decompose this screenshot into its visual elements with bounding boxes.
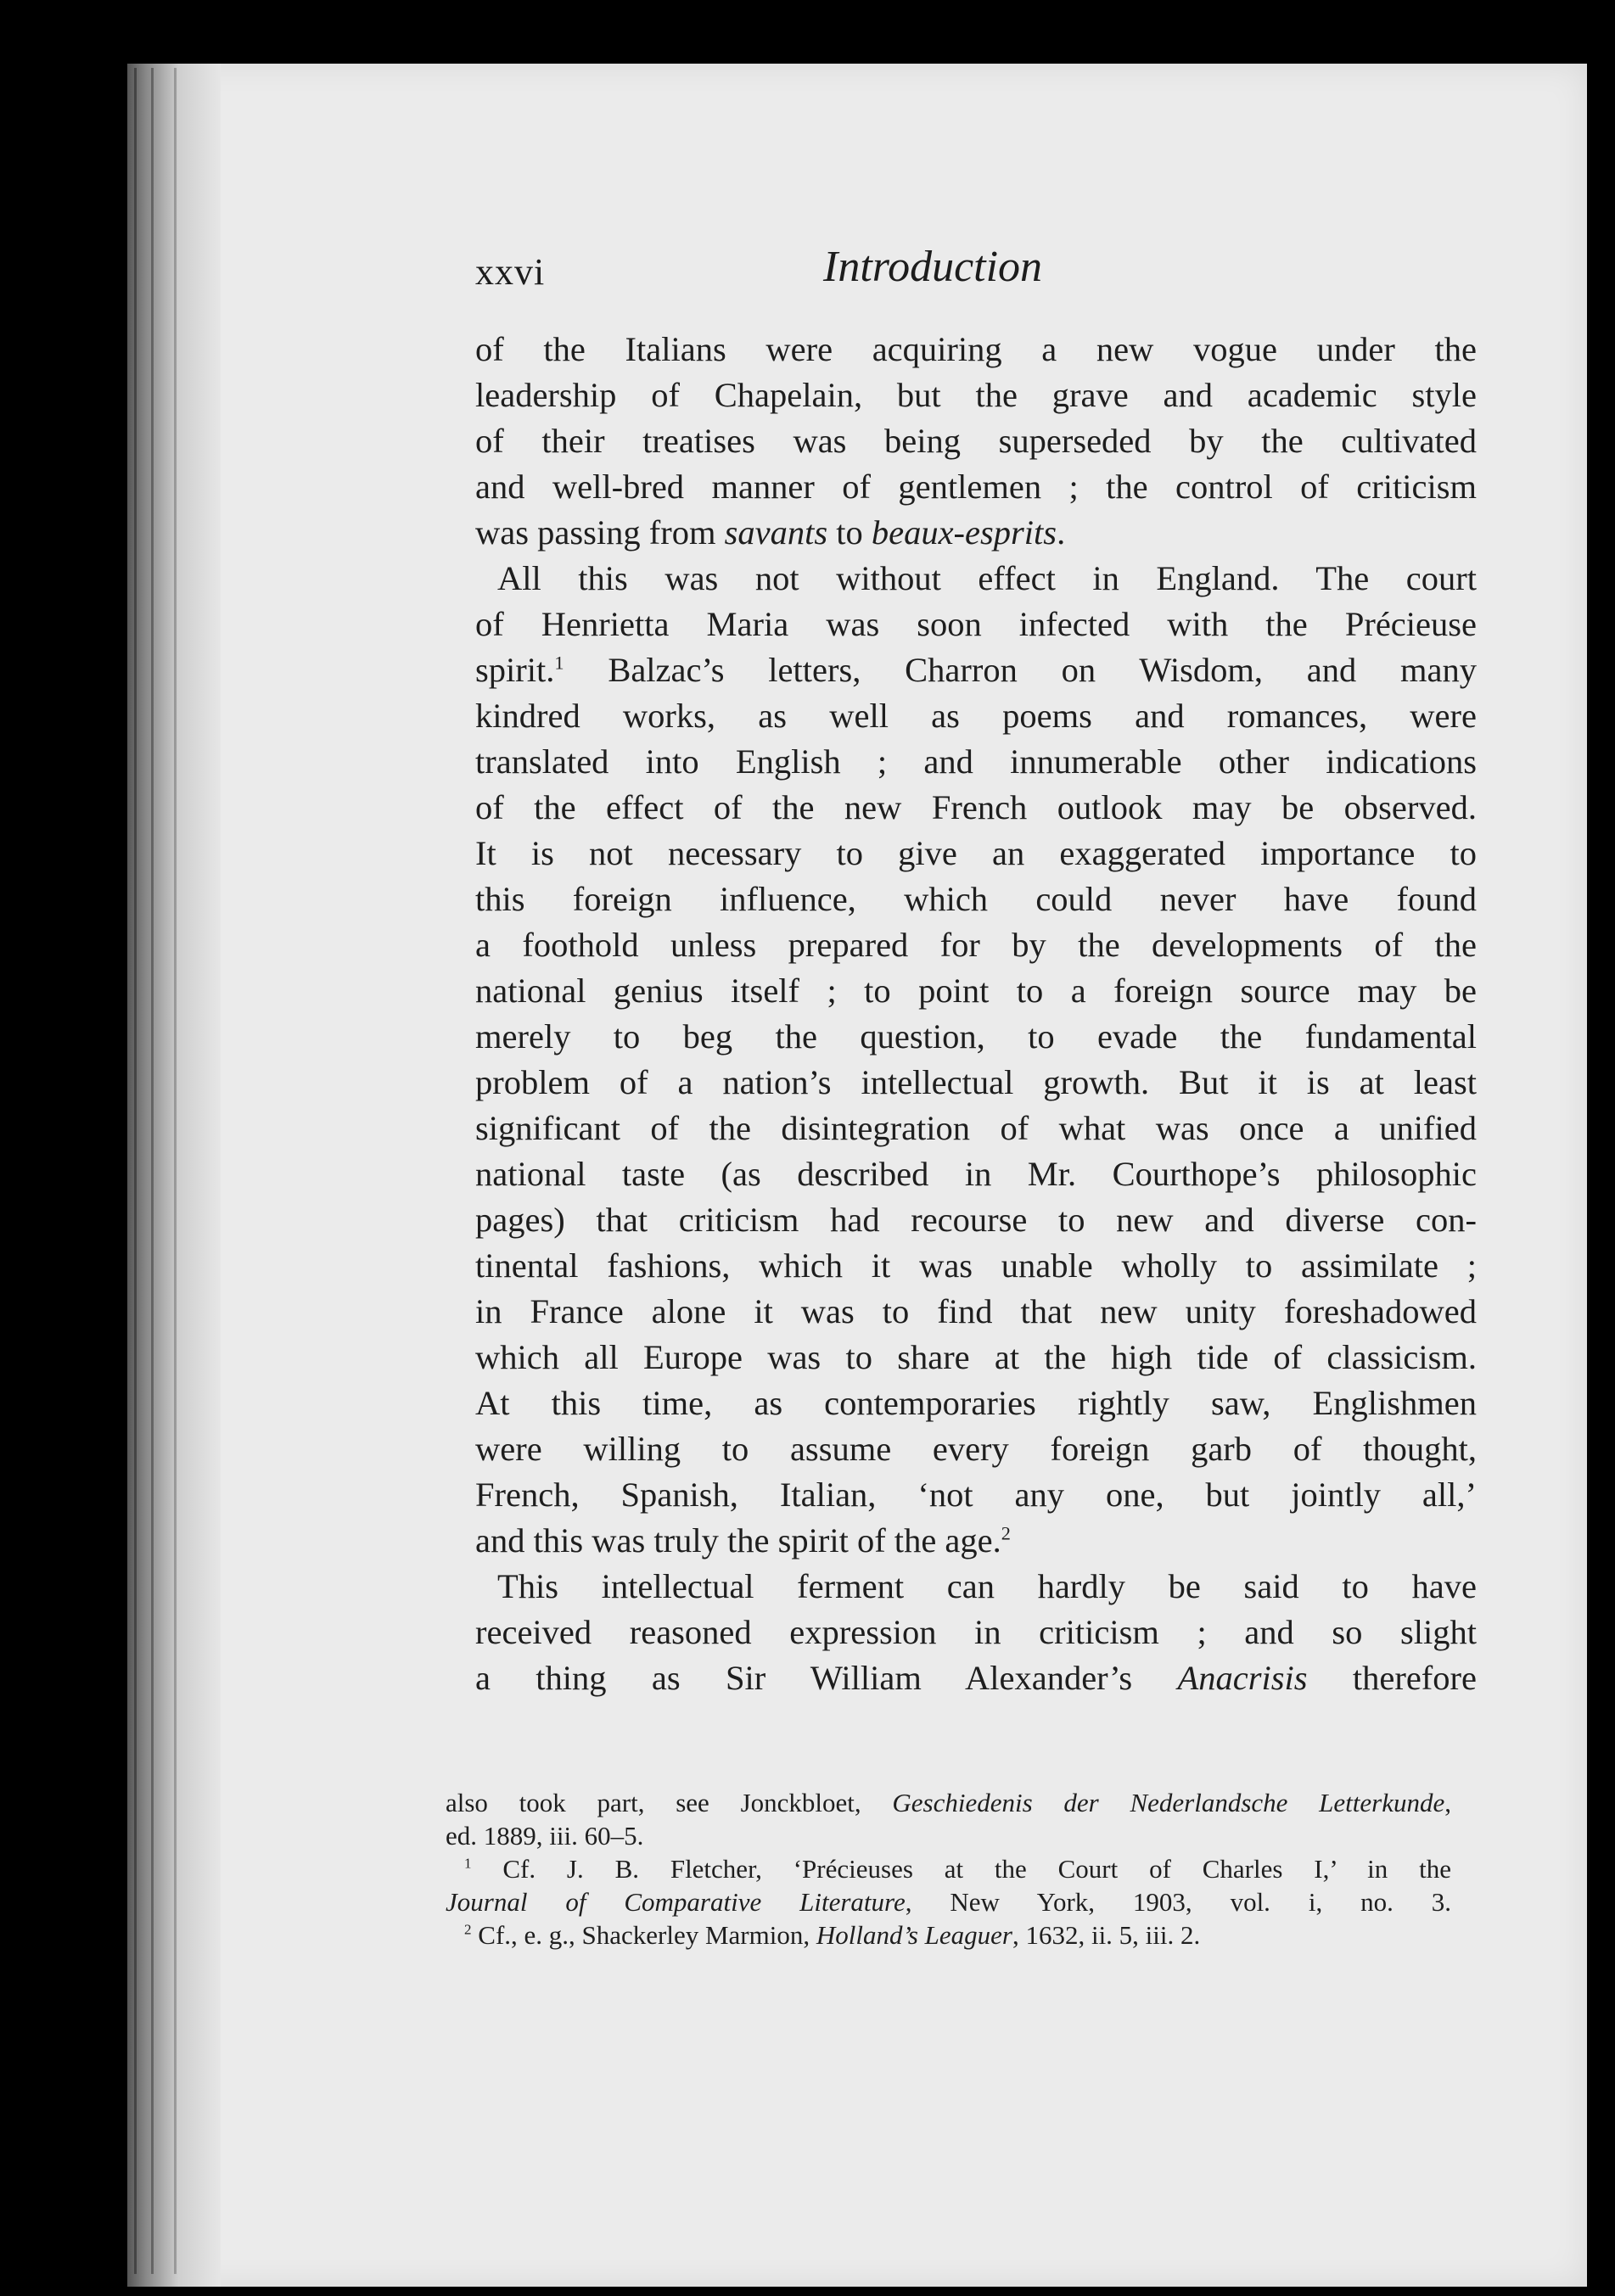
text-segment: in France alone it was to find that new unity foreshadowed xyxy=(475,1292,1477,1330)
text-line xyxy=(475,1564,1477,1610)
footnote-line xyxy=(446,1918,1451,1952)
footnote-marker: 2 xyxy=(464,1921,472,1938)
text-line xyxy=(475,739,1477,785)
text-segment: of the effect of the new French outlook may be observed. xyxy=(475,788,1477,826)
text-line xyxy=(475,1335,1477,1380)
footnote-line xyxy=(446,1852,1451,1885)
text-segment: leadership of Chapelain, but the grave and academic style xyxy=(475,376,1477,414)
italic-title: Journal of Comparative Literature xyxy=(446,1887,906,1917)
text-segment: Cf. J. B. Fletcher, ‘Précieuses at the Court of Charles I,’ in the xyxy=(471,1854,1451,1884)
main-text xyxy=(475,327,1477,1701)
text-line xyxy=(475,372,1477,418)
text-segment: kindred works, as well as poems and romances, were xyxy=(475,697,1477,735)
text-segment: problem of a nation’s intellectual growth. But it is at least xyxy=(475,1063,1477,1101)
text-segment: All this was not without effect in England. The court xyxy=(497,559,1477,597)
text-segment: received reasoned expression in criticism ; and so slight xyxy=(475,1613,1477,1651)
text-line xyxy=(475,1106,1477,1151)
text-line xyxy=(475,968,1477,1014)
text-line xyxy=(475,1014,1477,1060)
text-line xyxy=(475,693,1477,739)
footnote-marker: 1 xyxy=(464,1855,472,1872)
text-segment: At this time, as contemporaries rightly saw, Englishmen xyxy=(475,1384,1477,1422)
text-line xyxy=(475,1289,1477,1335)
text-segment: significant of the disintegration of what was once a unified xyxy=(475,1109,1477,1147)
running-title: Introduction xyxy=(823,243,1043,291)
text-line xyxy=(475,1151,1477,1197)
text-line xyxy=(475,1426,1477,1472)
text-segment: was passing from xyxy=(475,513,725,552)
text-segment: ed. 1889, iii. 60–5. xyxy=(446,1821,644,1851)
italic-title: Holland’s Leaguer xyxy=(816,1920,1012,1950)
text-segment: , xyxy=(1444,1788,1451,1817)
text-segment: French, Spanish, Italian, ‘not any one, but jointly all,’ xyxy=(475,1476,1477,1514)
footnote-marker: 2 xyxy=(1001,1522,1011,1544)
text-segment: also took part, see Jonckbloet, xyxy=(446,1788,893,1817)
text-segment: This intellectual ferment can hardly be said to have xyxy=(497,1567,1477,1605)
text-segment: of their treatises was being superseded by the cultivated xyxy=(475,422,1477,460)
text-segment: and well-bred manner of gentlemen ; the control of criticism xyxy=(475,468,1477,506)
text-line xyxy=(475,1472,1477,1518)
text-line xyxy=(475,1060,1477,1106)
text-line xyxy=(475,1380,1477,1426)
text-line xyxy=(475,876,1477,922)
text-segment: It is not necessary to give an exaggerated importance to xyxy=(475,834,1477,872)
italic-title: savants xyxy=(724,513,828,552)
text-segment: merely to beg the question, to evade the fundamental xyxy=(475,1017,1477,1056)
text-line xyxy=(475,1518,1477,1564)
footnote-marker: 1 xyxy=(554,652,564,674)
text-segment: Cf., e. g., Shackerley Marmion, xyxy=(471,1920,816,1950)
text-segment: therefore xyxy=(1307,1659,1477,1697)
text-line xyxy=(475,1610,1477,1655)
text-segment: translated into English ; and innumerable other indications xyxy=(475,742,1477,781)
binding-shadow-line xyxy=(174,68,177,2274)
text-line xyxy=(475,831,1477,876)
text-segment: of the Italians were acquiring a new vogue under the xyxy=(475,330,1477,368)
text-segment: which all Europe was to share at the high tide of classicism. xyxy=(475,1338,1477,1376)
text-segment: , 1632, ii. 5, iii. 2. xyxy=(1012,1920,1201,1950)
text-line xyxy=(475,327,1477,372)
text-segment: spirit. xyxy=(475,651,555,689)
text-segment: , New York, 1903, vol. i, no. 3. xyxy=(905,1887,1452,1917)
text-line xyxy=(475,1655,1477,1701)
italic-title: beaux-esprits xyxy=(871,513,1057,552)
text-line xyxy=(475,464,1477,510)
text-line xyxy=(475,922,1477,968)
italic-title: Anacrisis xyxy=(1177,1659,1308,1697)
binding-shadow-line xyxy=(151,68,154,2274)
footnotes xyxy=(446,1786,1451,1952)
text-segment: Balzac’s letters, Charron on Wisdom, and many xyxy=(564,651,1477,689)
text-line xyxy=(475,602,1477,647)
footnote-line xyxy=(446,1885,1451,1918)
text-segment: this foreign influence, which could never have found xyxy=(475,880,1477,918)
text-segment: a thing as Sir William Alexander’s xyxy=(475,1659,1178,1697)
binding-shadow-line xyxy=(134,68,137,2274)
text-line xyxy=(475,510,1477,556)
page-number: xxvi xyxy=(475,251,546,293)
text-segment: . xyxy=(1057,513,1066,552)
text-line xyxy=(475,1243,1477,1289)
text-segment: to xyxy=(827,513,872,552)
text-segment: and this was truly the spirit of the age. xyxy=(475,1521,1001,1560)
running-head xyxy=(475,242,1477,310)
text-line xyxy=(475,785,1477,831)
text-segment: national taste (as described in Mr. Courthope’s philosophic xyxy=(475,1155,1477,1193)
text-segment: pages) that criticism had recourse to new and diverse con- xyxy=(475,1201,1477,1239)
italic-title: Geschiedenis der Nederlandsche Letterkunde xyxy=(892,1788,1445,1817)
text-segment: tinental fashions, which it was unable wholly to assimilate ; xyxy=(475,1246,1477,1285)
footnote-line xyxy=(446,1786,1451,1819)
text-line xyxy=(475,1197,1477,1243)
text-line xyxy=(475,647,1477,693)
footnote-line xyxy=(446,1819,1451,1852)
text-segment: national genius itself ; to point to a foreign source may be xyxy=(475,972,1477,1010)
text-line xyxy=(475,556,1477,602)
text-segment: of Henrietta Maria was soon infected with the Précieuse xyxy=(475,605,1477,643)
text-line xyxy=(475,418,1477,464)
text-segment: were willing to assume every foreign garb of thought, xyxy=(475,1430,1477,1468)
text-segment: a foothold unless prepared for by the developments of the xyxy=(475,926,1477,964)
